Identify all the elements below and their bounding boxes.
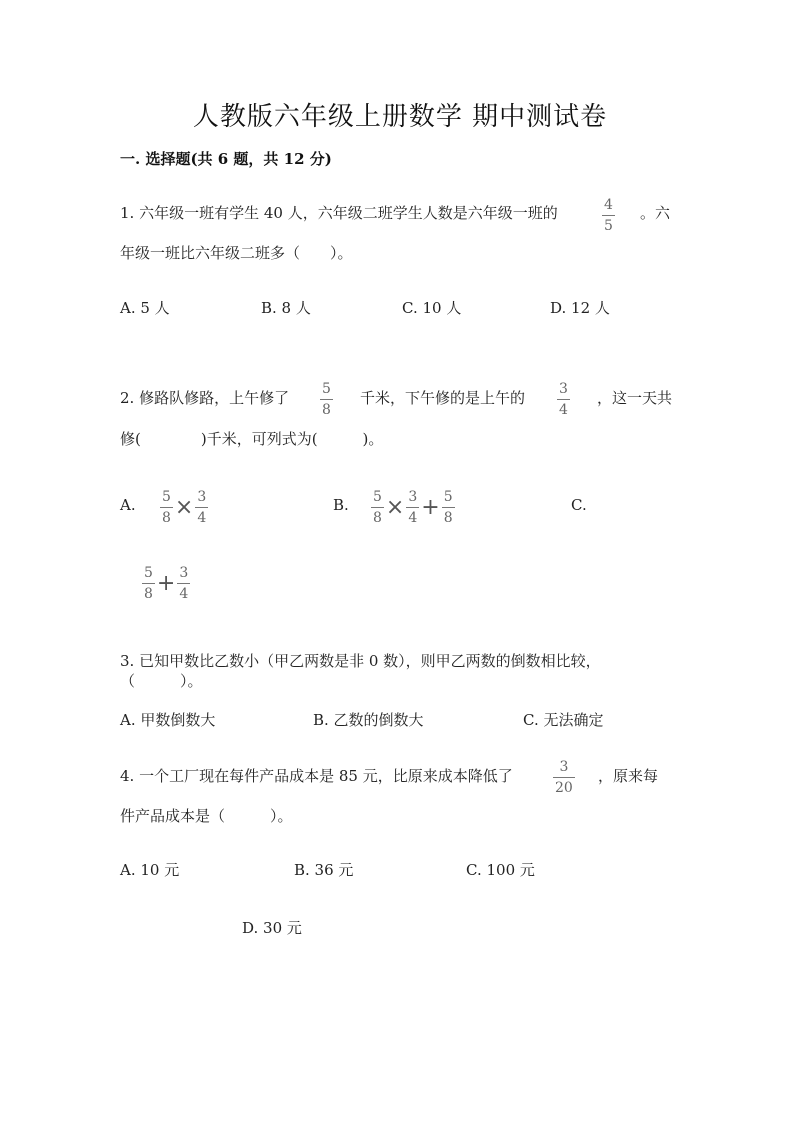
multiply-sign: ×	[174, 494, 194, 520]
q3-option-b[interactable]: B. 乙数的倒数大	[313, 711, 424, 729]
q1-option-d[interactable]: D. 12 人	[550, 299, 610, 317]
q2-line2: 修( )千米，可列式为( )。	[120, 430, 384, 448]
q1-fraction-numerator: 4	[604, 197, 613, 213]
q4-fraction-numerator: 3	[559, 759, 569, 775]
q1-fraction-denominator: 5	[602, 215, 615, 233]
q2-option-a-f2-numerator: 3	[197, 489, 207, 505]
q4-line2: 件产品成本是（ ）。	[120, 807, 293, 825]
q2-option-c-f1-denominator: 8	[142, 583, 155, 601]
q2-option-c-expression[interactable]	[142, 566, 190, 601]
q2-option-b-f2-denominator: 4	[406, 507, 419, 525]
q2-option-a-f1-denominator: 8	[160, 507, 173, 525]
q2-option-c-fraction-2	[177, 566, 190, 601]
q1-option-b[interactable]: B. 8 人	[261, 299, 311, 317]
q2-fraction-morning	[320, 382, 333, 417]
q2-option-b-f1-denominator: 8	[371, 507, 384, 525]
q2-option-b-fraction-2	[406, 490, 419, 525]
q2-option-c-f2-denominator: 4	[177, 583, 190, 601]
q2-option-a-fraction-1	[160, 490, 173, 525]
q2-option-b-expression[interactable]	[371, 490, 455, 525]
q2-option-c-f2-numerator: 3	[179, 565, 189, 581]
q2-option-a-fraction-2	[195, 490, 208, 525]
plus-sign: +	[156, 570, 176, 596]
q4-option-b[interactable]: B. 36 元	[294, 861, 354, 879]
q2-fraction-afternoon-denominator: 4	[557, 399, 570, 417]
q2-option-a-f2-denominator: 4	[195, 507, 208, 525]
q2-option-b-f2-numerator: 3	[408, 489, 418, 505]
q4-option-a[interactable]: A. 10 元	[120, 861, 180, 879]
q2-line1-part3: ，这一天共	[597, 389, 673, 407]
q2-option-c-label[interactable]: C.	[571, 496, 587, 514]
q1-line2: 年级一班比六年级二班多（ ）。	[120, 244, 353, 262]
q2-option-c-fraction-1	[142, 566, 155, 601]
q2-option-b-f3-denominator: 8	[442, 507, 455, 525]
q3-option-a[interactable]: A. 甲数倒数大	[120, 711, 216, 729]
q1-option-c[interactable]: C. 10 人	[402, 299, 462, 317]
q4-option-d[interactable]: D. 30 元	[242, 919, 302, 937]
q2-line1-part2: 千米，下午修的是上午的	[360, 389, 526, 407]
q2-option-b-f3-numerator: 5	[443, 489, 453, 505]
q2-option-b-fraction-3	[442, 490, 455, 525]
q2-option-a-label[interactable]: A.	[120, 496, 136, 514]
q1-option-a[interactable]: A. 5 人	[120, 299, 170, 317]
q2-fraction-afternoon-numerator: 3	[559, 381, 568, 397]
q2-option-b-f1-numerator: 5	[373, 489, 382, 505]
multiply-sign: ×	[385, 494, 405, 520]
q1-fraction	[602, 198, 615, 233]
page-title: 人教版六年级上册数学 期中测试卷	[192, 102, 608, 132]
q1-line1-end: 。六	[640, 204, 671, 222]
q2-option-a-expression[interactable]	[160, 490, 208, 525]
q4-option-c[interactable]: C. 100 元	[466, 861, 535, 879]
q4-fraction	[553, 760, 575, 795]
q4-line1-part2: ，原来每	[598, 767, 659, 785]
section-heading: 一. 选择题(共 6 题，共 12 分)	[120, 150, 332, 168]
q2-line1-part1: 2. 修路队修路，上午修了	[120, 389, 290, 407]
q2-fraction-morning-numerator: 5	[322, 381, 331, 397]
q2-option-b-fraction-1	[371, 490, 384, 525]
q2-option-a-f1-numerator: 5	[162, 489, 171, 505]
q1-line1: 1. 六年级一班有学生 40 人，六年级二班学生人数是六年级一班的	[120, 204, 558, 222]
plus-sign: +	[421, 494, 440, 520]
q4-fraction-denominator: 20	[553, 777, 575, 795]
q3-option-c[interactable]: C. 无法确定	[523, 711, 604, 729]
q2-option-c-f1-numerator: 5	[144, 565, 153, 581]
q2-option-b-label[interactable]: B.	[333, 496, 349, 514]
q2-fraction-afternoon	[557, 382, 570, 417]
q4-line1-part1: 4. 一个工厂现在每件产品成本是 85 元，比原来成本降低了	[120, 767, 513, 785]
q3-line2: （ ）。	[120, 672, 203, 690]
q2-fraction-morning-denominator: 8	[320, 399, 333, 417]
q3-line1: 3. 已知甲数比乙数小（甲乙两数是非 0 数），则甲乙两数的倒数相比较，	[120, 652, 601, 670]
